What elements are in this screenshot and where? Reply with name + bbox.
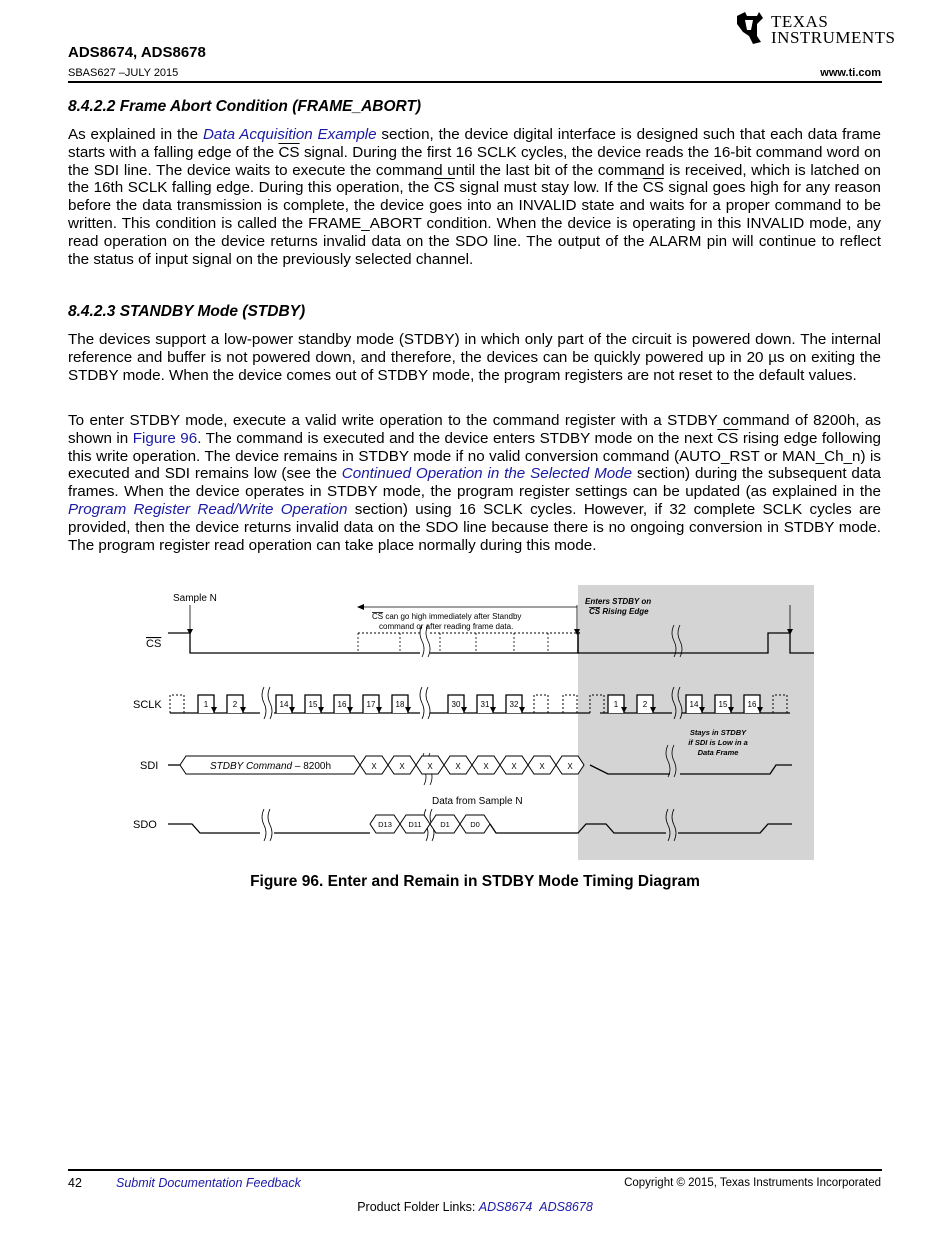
cs-signal: $\overline{CS}$: [642, 179, 664, 197]
sdi-command-label: [210, 761, 331, 772]
footer-divider: [68, 1169, 882, 1171]
sdo-bit-label: D1: [440, 820, 450, 829]
text-run: As explained in the: [68, 126, 203, 143]
paragraph-frame-abort: [68, 126, 881, 268]
sdi-x-label: X: [427, 762, 433, 771]
paragraph-standby-enter: [68, 412, 881, 554]
cs-dashed-options: [358, 633, 548, 653]
break-mark: [262, 687, 272, 719]
sclk-cycle-label: 14: [279, 700, 289, 709]
enters-stdby-line1: Enters STDBY on: [585, 597, 652, 606]
sclk-dashed-pulse: [534, 695, 548, 713]
sdi-x-label: X: [399, 762, 405, 771]
sclk-cycle-label: 2: [232, 700, 238, 709]
link-program-register-rw[interactable]: Program Register Read/Write Operation: [68, 500, 348, 518]
sclk-cycle-label: 15: [308, 700, 318, 709]
sclk-cycle-label: 30: [451, 700, 461, 709]
sdi-dont-care-bits: [360, 756, 584, 774]
cs-waveform-1: [168, 633, 420, 653]
sdi-x-label: X: [483, 762, 489, 771]
sdo-bit-label: D13: [378, 820, 392, 829]
section-title-frame-abort: 8.4.2.2 Frame Abort Condition (FRAME_ABORT): [68, 98, 422, 115]
sclk-cycle-label: 31: [480, 700, 490, 709]
sclk-cycle-label: 32: [509, 700, 519, 709]
sclk-cycle-label: 16: [337, 700, 347, 709]
link-data-acquisition-example[interactable]: Data Acquisition Example: [202, 126, 377, 143]
text-run: signal must stay low. If the: [454, 179, 643, 197]
enters-stdby-line2: [589, 607, 649, 616]
sclk-cycle-label: 15: [718, 700, 728, 709]
cs-note-line2: command or after reading frame data.: [379, 622, 514, 631]
text-run: signal. During the first 16 SCLK cycles, the device reads the 16-bit command word on the SDI line. The device waits to execute the command until the last bit of the command is received, which is latched on the 16th SCLK falling edge. During this operation, the: [68, 143, 881, 197]
break-mark: [420, 687, 430, 719]
text-run: section) using 16 SCLK cycles. However, if 32 complete SCLK cycles are provided, then the device returns invalid data on the SDO line because there is no ongoing conversion in STDBY mode. The program register read operation can take place normally during this mode.: [68, 500, 881, 554]
sdi-x-label: X: [455, 762, 461, 771]
header-part-numbers: ADS8674, ADS8678: [68, 44, 206, 61]
cs-note-rest: can go high immediately after Standby: [383, 612, 522, 621]
link-continued-operation[interactable]: Continued Operation in the Selected Mode: [341, 465, 633, 483]
cs-waveform-2: [430, 633, 580, 653]
sdi-x-label: X: [511, 762, 517, 771]
figure-caption: Figure 96. Enter and Remain in STDBY Mode Timing Diagram: [250, 873, 700, 890]
sdi-x-label: X: [371, 762, 377, 771]
submit-feedback-link[interactable]: Submit Documentation Feedback: [116, 1176, 301, 1190]
break-mark: [262, 809, 272, 841]
sample-n-label: Sample N: [173, 593, 217, 604]
enters-rest: Rising Edge: [600, 607, 649, 616]
timing-diagram: [130, 585, 820, 865]
link-ads8678[interactable]: ADS8678: [539, 1200, 593, 1214]
ti-logo: [731, 8, 896, 48]
sclk-cycle-label: 17: [366, 700, 376, 709]
header-doc-id: SBAS627 –JULY 2015: [68, 67, 179, 79]
sclk-waveform: [170, 695, 790, 713]
paragraph-standby-intro: The devices support a low-power standby mode (STDBY) in which only part of the circuit is powered down. The internal reference and buffer is not powered down, and therefore, the devices can be quickly powered up in 20 µs on exiting the STDBY mode. When the device comes out of STDBY mode, the program registers are not reset to the default values.: [68, 331, 881, 384]
sclk-dashed-pulse: [170, 695, 184, 713]
sclk-cycle-label: 2: [642, 700, 648, 709]
product-links-label: Product Folder Links:: [357, 1200, 479, 1214]
stdby-shaded-region: [578, 585, 814, 860]
product-folder-links: [0, 1200, 950, 1214]
page-number: 42: [68, 1176, 82, 1190]
sdi-command-value: – 8200h: [292, 761, 332, 772]
logo-line2: INSTRUMENTS: [771, 28, 896, 47]
sdo-bit-label: D0: [470, 820, 480, 829]
sclk-cycle-label: 1: [613, 700, 619, 709]
sdi-command-name: STDBY Command: [210, 761, 293, 772]
section-title-standby: 8.4.2.3 STANDBY Mode (STDBY): [68, 303, 306, 320]
stays-stdby-line3: Data Frame: [697, 748, 739, 757]
text-run: . The command is executed and the device enters STDBY mode on the next: [197, 429, 718, 447]
signal-label-cs: CS: [146, 638, 162, 650]
cs-signal: $\overline{CS}$: [717, 429, 739, 447]
sdo-waveform-1: [168, 824, 370, 833]
cs-note-arrowhead: [357, 604, 364, 610]
sdo-bit-label: D11: [408, 820, 422, 829]
signal-label-sdi: SDI: [140, 760, 159, 772]
sclk-cycle-label: 18: [395, 700, 405, 709]
text-run: section, the device digital interface is designed such that each data frame starts with a falling edge of the: [68, 126, 882, 161]
sclk-cycle-label: 16: [747, 700, 757, 709]
enters-cs: CS: [589, 607, 601, 616]
sclk-dashed-pulse: [563, 695, 577, 713]
text-run: signal goes high for any reason before the data transmission is complete, the device goes into an INVALID state and waits for a proper command to be written. This condition is called the FRAME_ABORT condition. When the device is operating in this INVALID mode, any read operation on the device returns invalid data on the SDO line. The output of the ALARM pin will continue to reflect the status of input signal on the previously selected channel.: [68, 179, 881, 268]
signal-label-sdo: SDO: [133, 819, 157, 831]
link-figure-96[interactable]: Figure 96: [132, 429, 198, 447]
sdi-x-label: X: [567, 762, 573, 771]
stays-stdby-line2: if SDI is Low in a: [688, 738, 748, 747]
cs-note-line1: [372, 612, 521, 621]
sclk-cycle-label: 1: [203, 700, 209, 709]
cs-note-cs: CS: [372, 612, 384, 621]
sdi-x-label: X: [539, 762, 545, 771]
header-divider: [68, 81, 882, 83]
link-ads8674[interactable]: ADS8674: [478, 1200, 533, 1214]
stays-stdby-line1: Stays in STDBY: [689, 728, 747, 737]
text-run: To enter STDBY mode, execute a valid write operation to the command register with a STDBY command of 8200h, as shown in: [68, 412, 881, 447]
text-run: rising edge following this write operation. The device remains in STDBY mode if no valid conversion command (AUTO_RST or MAN_Ch_n) is executed and SDI remains low (see the: [68, 429, 882, 483]
sclk-cycle-label: 14: [689, 700, 699, 709]
header-url-link[interactable]: www.ti.com: [820, 67, 881, 79]
ti-logo-icon: [731, 8, 767, 48]
data-from-sample-label: Data from Sample N: [432, 796, 523, 807]
logo-line1: TEXAS: [771, 12, 829, 31]
cs-signal: $\overline{CS}$: [278, 143, 300, 161]
signal-label-sclk: SCLK: [133, 699, 162, 711]
text-run: section) during the subsequent data frames. When the device operates in STDBY mode, the program register settings can be updated (as explained in the: [68, 465, 881, 501]
cs-signal: $\overline{CS}$: [433, 179, 455, 197]
copyright: Copyright © 2015, Texas Instruments Incorporated: [624, 1177, 881, 1189]
